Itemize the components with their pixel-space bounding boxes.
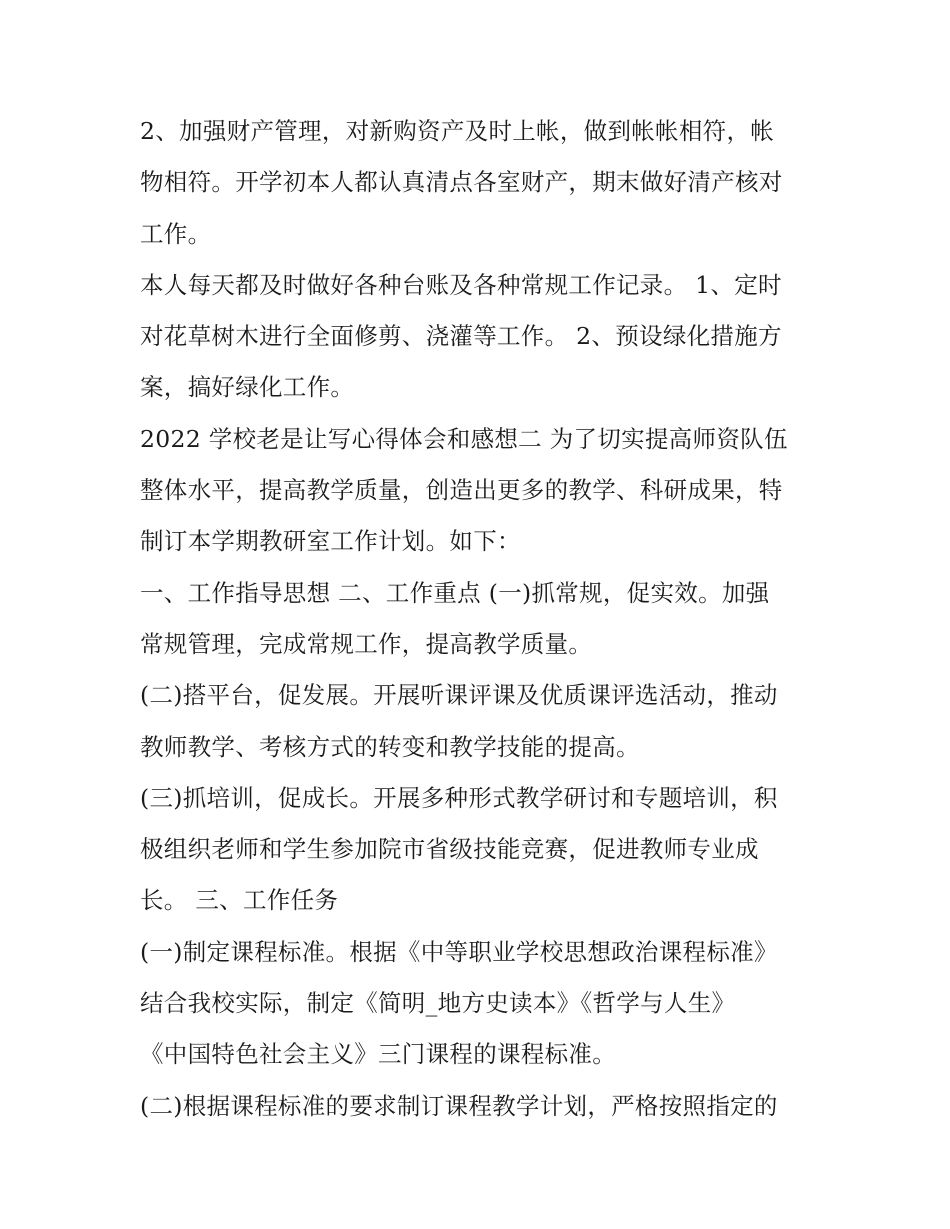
text-line-20: (二)根据课程标准的要求制订课程教学计划，严格按照指定的 <box>140 1091 778 1120</box>
text-line-8: 整体水平，提高教学质量，创造出更多的教学、科研成果，特 <box>140 476 783 505</box>
text-line-15: 极组织老师和学生参加院市省级技能竞赛，促进教师专业成 <box>140 835 759 864</box>
text-line-18: 结合我校实际，制定《简明_地方史读本》《哲学与人生》 <box>140 989 736 1018</box>
text-line-13: 教师教学、考核方式的转变和教学技能的提高。 <box>140 732 640 761</box>
text-line-1: 2、加强财产管理，对新购资产及时上帐，做到帐帐相符，帐 <box>140 117 775 145</box>
text-line-19: 《中国特色社会主义》三门课程的课程标准。 <box>140 1040 616 1069</box>
text-line-7: 2022 学校老是让写心得体会和感想二 为了切实提高师资队伍 <box>140 424 788 453</box>
text-line-10: 一、工作指导思想 二、工作重点 (一)抓常规，促实效。加强 <box>140 578 770 607</box>
text-line-17: (一)制定课程标准。根据《中等职业学校思想政治课程标准》 <box>140 937 778 966</box>
document-body <box>140 106 820 1132</box>
text-line-5: 对花草树木进行全面修剪、浇灌等工作。 2、预设绿化措施方 <box>140 322 782 351</box>
text-line-3: 工作。 <box>140 219 212 248</box>
text-line-14: (三)抓培训，促成长。开展多种形式教学研讨和专题培训，积 <box>140 783 778 812</box>
text-line-16: 长。 三、工作任务 <box>140 886 339 915</box>
text-line-2: 物相符。开学初本人都认真清点各室财产，期末做好清产核对 <box>140 168 783 197</box>
text-line-12: (二)搭平台，促发展。开展听课评课及优质课评选活动，推动 <box>140 681 778 710</box>
text-line-9: 制订本学期教研室工作计划。如下： <box>140 527 521 556</box>
text-line-4: 本人每天都及时做好各种台账及各种常规工作记录。 1、定时 <box>140 270 782 299</box>
text-line-11: 常规管理，完成常规工作，提高教学质量。 <box>140 629 593 658</box>
text-line-6: 案，搞好绿化工作。 <box>140 373 355 402</box>
